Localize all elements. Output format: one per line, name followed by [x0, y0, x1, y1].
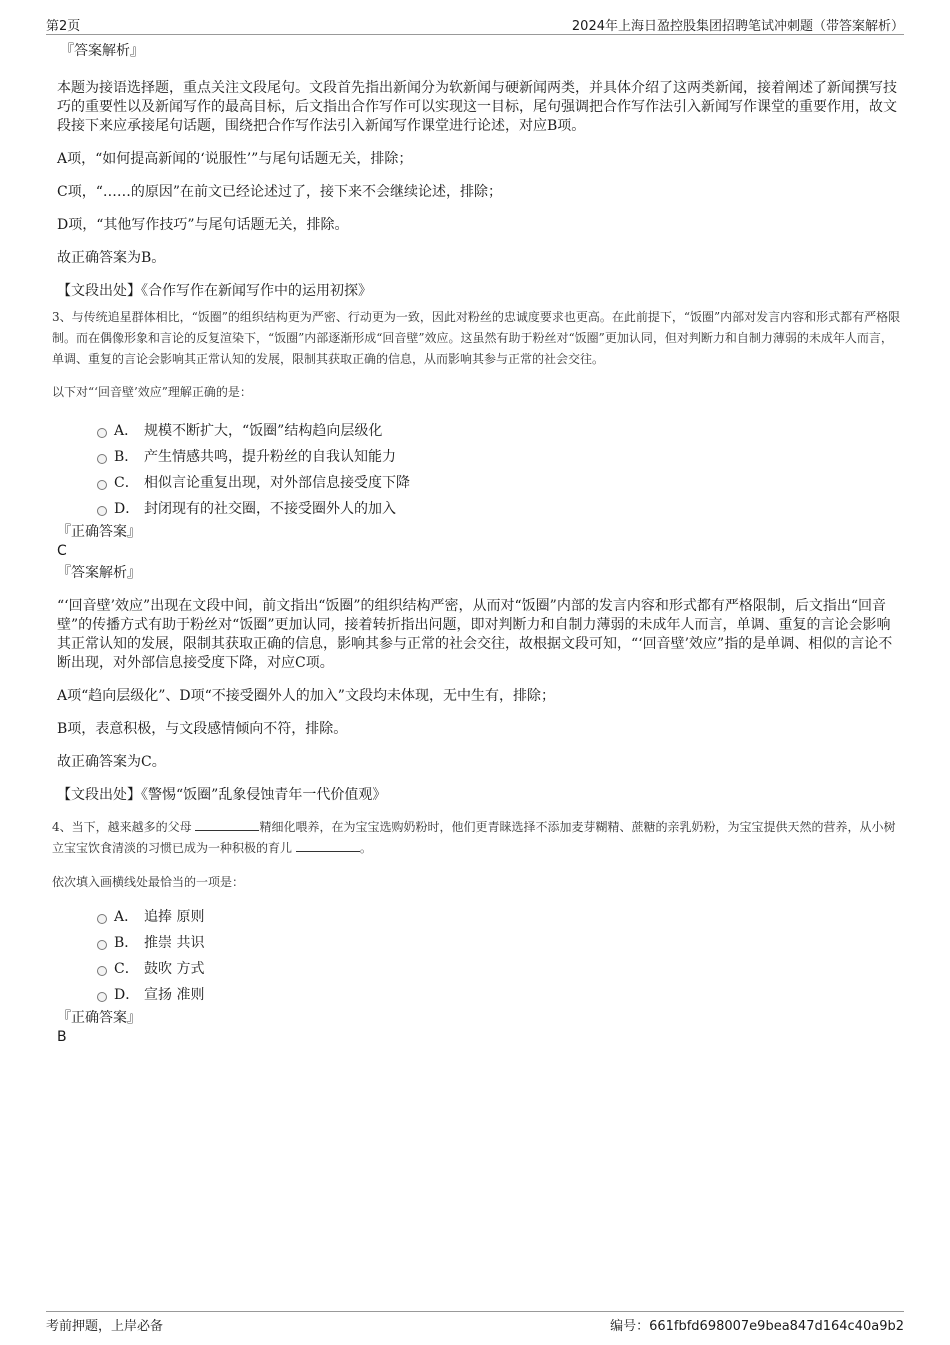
radio-icon[interactable] [97, 966, 107, 976]
q2-analysis-option-c: C项，“……的原因”在前文已经论述过了，接下来不会继续论述，排除； [57, 184, 503, 200]
radio-icon[interactable] [97, 992, 107, 1002]
q3-correct-label: 『正确答案』 [57, 524, 141, 540]
page-number: 第2页 [46, 19, 81, 34]
q3-analysis-option-ad: A项“趋向层级化”、D项“不接受圈外人的加入”文段均未体现，无中生有，排除； [57, 688, 555, 704]
q3-analysis-option-b: B项，表意积极，与文段感情倾向不符，排除。 [57, 721, 348, 737]
q4-option-a[interactable]: A． 追捧 原则 [57, 907, 902, 933]
q3-analysis-paragraph: “‘回音壁’效应”出现在文段中间，前文指出“饭圈”的组织结构严密，从而对“饭圈”内部的发言内容和形式都有严格限制，后文指出“回音壁”的传播方式有助于粉丝对“饭圈”更加认同，接着转折指出问题，即对判断力和自制力薄弱的未成年人而言，单调、重复的言论会影响其正常认知的发展，限制其获取正确的信息，影响其参与正常的社会交往，故根据文段可知，“‘回音壁’效应”指的是单调、相似的言论不断出现，对外部信息接受度下降，对应C项。 [57, 598, 893, 671]
q2-source: 【文段出处】《合作写作在新闻写作中的运用初探》 [57, 283, 372, 299]
q3-option-c[interactable]: C． 相似言论重复出现，对外部信息接受度下降 [57, 473, 902, 499]
blank-1 [195, 818, 259, 831]
page-footer [46, 1311, 904, 1334]
radio-icon[interactable] [97, 940, 107, 950]
radio-icon[interactable] [97, 914, 107, 924]
blank-2 [296, 839, 360, 852]
q4-options [57, 907, 902, 1011]
q3-option-b[interactable]: B． 产生情感共鸣，提升粉丝的自我认知能力 [57, 447, 902, 473]
q3-source: 【文段出处】《警惕“饭圈”乱象侵蚀青年一代价值观》 [57, 787, 387, 803]
q2-analysis-label: 『答案解析』 [60, 43, 144, 59]
q4-option-b[interactable]: B． 推崇 共识 [57, 933, 902, 959]
q3-options [57, 421, 902, 525]
page-content [52, 42, 902, 1046]
q4-prompt: 依次填入画横线处最恰当的一项是： [52, 875, 245, 889]
q4-option-c[interactable]: C． 鼓吹 方式 [57, 959, 902, 985]
q2-analysis-option-a: A项，“如何提高新闻的‘说服性’”与尾句话题无关，排除； [57, 151, 413, 167]
footer-slogan: 考前押题，上岸必备 [46, 1319, 164, 1334]
q2-analysis-option-d: D项，“其他写作技巧”与尾句话题无关，排除。 [57, 217, 349, 233]
document-title: 2024年上海日盈控股集团招聘笔试冲刺题（带答案解析） [571, 19, 904, 34]
q3-correct-answer: C [57, 543, 67, 559]
q3-option-d[interactable]: D． 封闭现有的社交圈，不接受圈外人的加入 [57, 499, 902, 525]
q3-option-a[interactable]: A． 规模不断扩大，“饭圈”结构趋向层级化 [57, 421, 902, 447]
q3-conclusion: 故正确答案为C。 [57, 754, 166, 770]
q4-correct-answer: B [57, 1029, 67, 1045]
radio-icon[interactable] [97, 428, 107, 438]
q4-option-d[interactable]: D． 宣扬 准则 [57, 985, 902, 1011]
q3-prompt: 以下对“‘回音壁’效应”理解正确的是： [52, 385, 252, 399]
page-header [46, 14, 904, 35]
q3-stem: 3、与传统追星群体相比，“饭圈”的组织结构更为严密、行动更为一致，因此对粉丝的忠诚度要求也更高。在此前提下，“饭圈”内部对发言内容和形式都有严格限制。而在偶像形象和言论的反复渲染下，“饭圈”内部逐渐形成“回音壁”效应。这虽然有助于粉丝对“饭圈”更加认同，但对判断力和自制力薄弱的未成年人而言，单调、重复的言论会影响其正常认知的发展，限制其获取正确的信息，从而影响其参与正常的社会交往。 [52, 310, 901, 366]
q3-analysis-label: 『答案解析』 [57, 565, 141, 581]
radio-icon[interactable] [97, 480, 107, 490]
q2-analysis-paragraph: 本题为接语选择题，重点关注文段尾句。文段首先指出新闻分为软新闻与硬新闻两类，并具体介绍了这两类新闻，接着阐述了新闻撰写技巧的重要性以及新闻写作的最高目标，后文指出合作写作可以实现这一目标，尾句强调把合作写作法引入新闻写作课堂的重要作用，故文段接下来应承接尾句话题，围绕把合作写作法引入新闻写作课堂进行论述，对应B项。 [57, 80, 897, 134]
document-id: 编号：661fbfd698007e9bea847d164c40a9b2 [610, 1319, 904, 1334]
radio-icon[interactable] [97, 506, 107, 516]
q4-correct-label: 『正确答案』 [57, 1010, 141, 1026]
q4-stem: 4、当下，越来越多的父母 精细化喂养，在为宝宝选购奶粉时，他们更青睐选择不添加麦芽糊精、蔗糖的亲乳奶粉，为宝宝提供天然的营养，从小树立宝宝饮食清淡的习惯已成为一种积极的育儿 。 [52, 820, 896, 855]
q2-conclusion: 故正确答案为B。 [57, 250, 166, 266]
radio-icon[interactable] [97, 454, 107, 464]
